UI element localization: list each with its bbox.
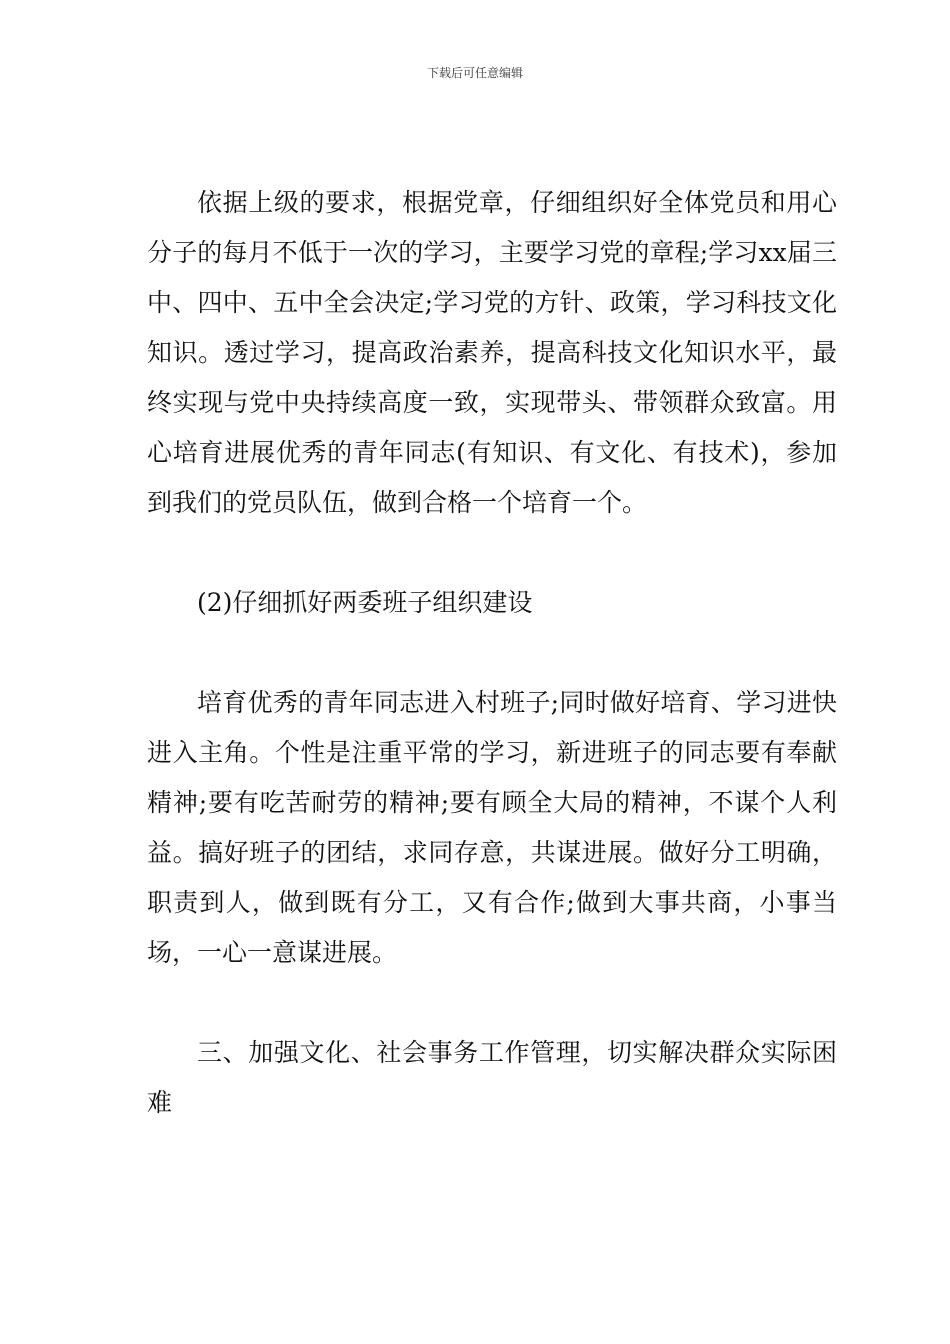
paragraph-spacer [147, 978, 837, 1028]
page-header: 下载后可任意编辑 [426, 66, 523, 80]
paragraph-spacer [147, 528, 837, 578]
section-heading-culture: 三、加强文化、社会事务工作管理，切实解决群众实际困难 [147, 1038, 837, 1117]
section-heading-committee: (2)仔细抓好两委班子组织建设 [197, 588, 533, 617]
paragraph-spacer [147, 628, 837, 678]
document-body [147, 178, 837, 1128]
paragraph-committee: 培育优秀的青年同志进入村班子;同时做好培育、学习进快进入主角。个性是注重平常的学习，新进班子的同志要有奉献精神;要有吃苦耐劳的精神;要有顾全大局的精神，不谋个人利益。搞好班子的团结，求同存意，共谋进展。做好分工明确，职责到人，做到既有分工，又有合作;做到大事共商，小事当场，一心一意谋进展。 [147, 688, 837, 967]
paragraph-study: 依据上级的要求，根据党章，仔细组织好全体党员和用心分子的每月不低于一次的学习，主要学习党的章程;学习xx届三中、四中、五中全会决定;学习党的方针、政策，学习科技文化知识。透过学习，提高政治素养，提高科技文化知识水平，最终实现与党中央持续高度一致，实现带头、带领群众致富。用心培育进展优秀的青年同志(有知识、有文化、有技术)，参加到我们的党员队伍，做到合格一个培育一个。 [147, 188, 837, 517]
